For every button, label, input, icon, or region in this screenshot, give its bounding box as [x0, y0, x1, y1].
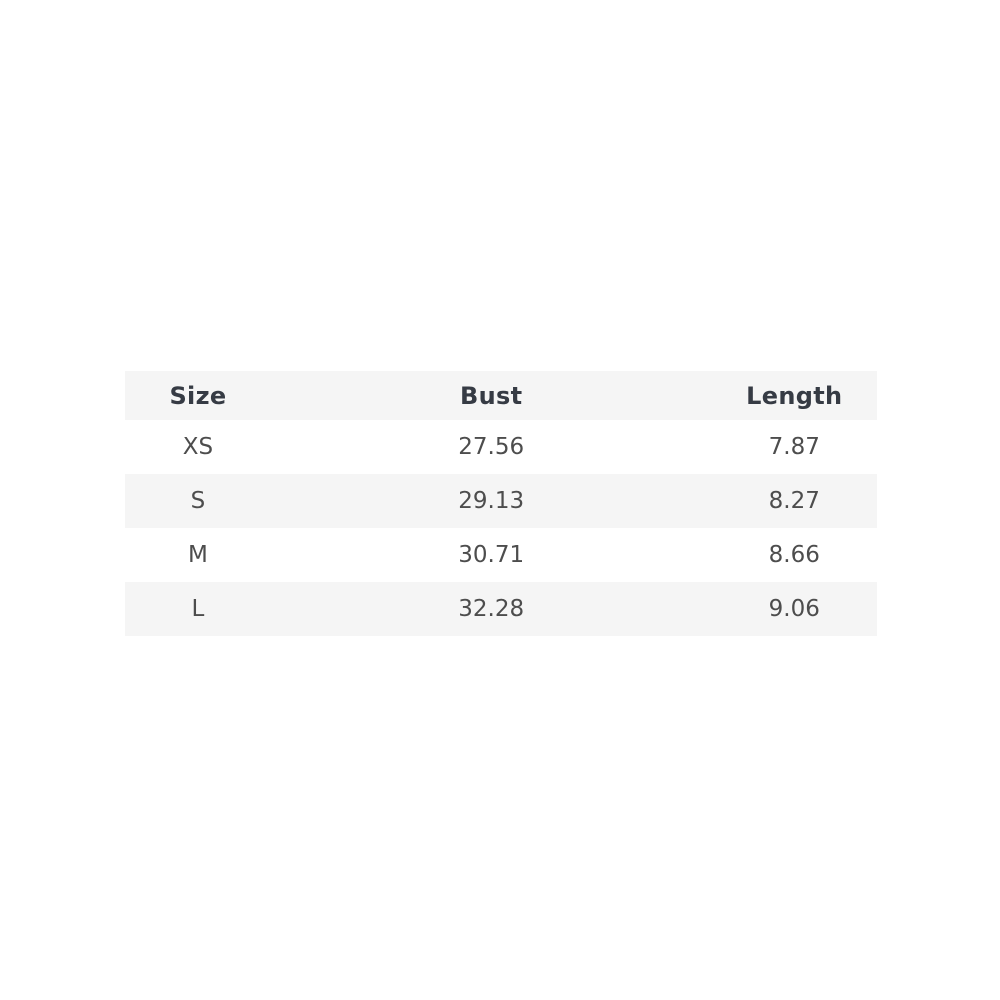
bust-cell: 29.13 [458, 488, 525, 514]
length-cell: 7.87 [768, 434, 820, 460]
table-row-s [125, 474, 877, 528]
bust-cell: 27.56 [458, 434, 525, 460]
size-chart-header-row [125, 371, 877, 420]
column-header-bust: Bust [460, 381, 523, 410]
size-cell: L [191, 596, 205, 622]
bust-cell: 30.71 [458, 542, 525, 568]
bust-cell: 32.28 [458, 596, 525, 622]
length-cell: 9.06 [768, 596, 820, 622]
length-cell: 8.66 [768, 542, 820, 568]
table-row-m [125, 528, 877, 582]
column-header-size: Size [169, 381, 227, 410]
table-row-l [125, 582, 877, 636]
size-cell: XS [182, 434, 214, 460]
size-cell: S [190, 488, 206, 514]
size-cell: M [188, 542, 208, 568]
table-row-xs [125, 420, 877, 474]
size-chart-table [125, 371, 877, 636]
column-header-length: Length [746, 381, 843, 410]
length-cell: 8.27 [768, 488, 820, 514]
